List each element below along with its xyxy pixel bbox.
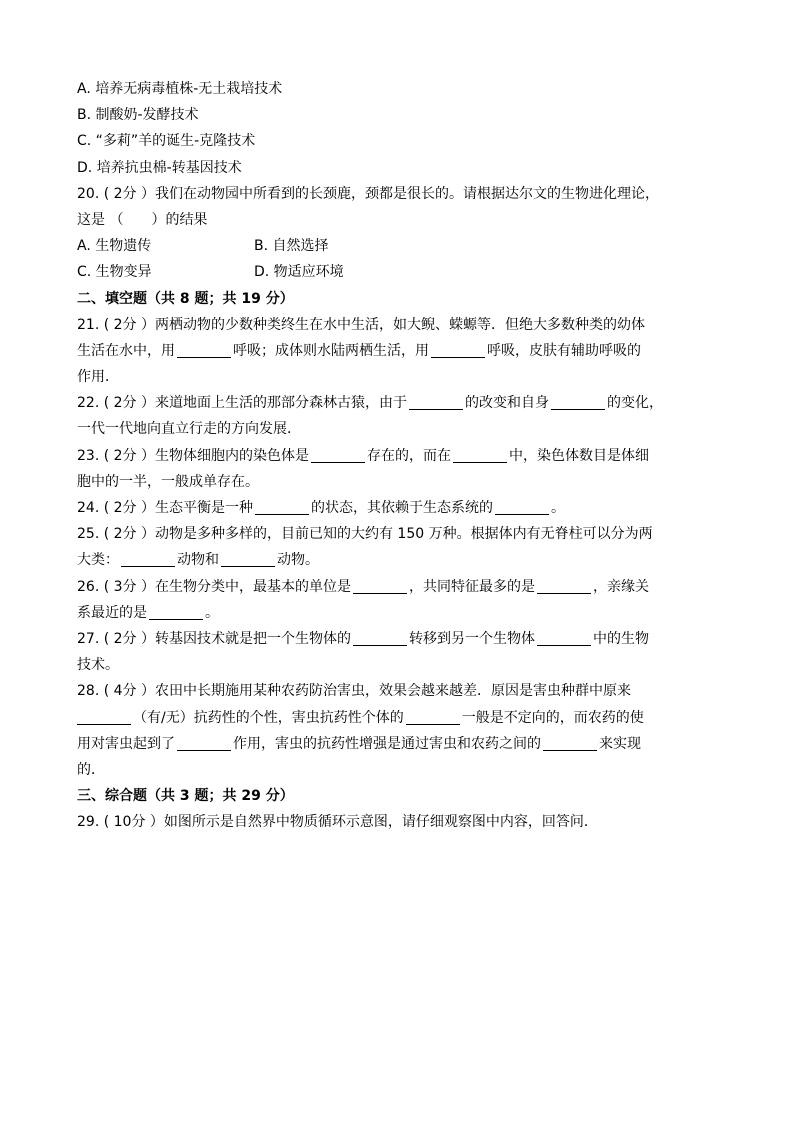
answer-blank[interactable] (543, 734, 597, 751)
answer-blank[interactable] (353, 629, 407, 646)
answer-blank[interactable] (406, 708, 460, 725)
answer-blank[interactable] (177, 734, 231, 751)
answer-blank[interactable] (537, 577, 591, 594)
question-25-line2: 大类： 动物和 动物。 (77, 552, 319, 569)
answer-blank[interactable] (77, 708, 131, 725)
question-20-options-row1 (77, 233, 722, 259)
question-29: 29. ( 10分 ）如图所示是自然界中物质循环示意图，请仔细观察图中内容，回答问． (77, 814, 598, 831)
option-b-q20: B. 自然选择 (254, 238, 329, 255)
option-d-q20: D. 物适应环境 (254, 264, 344, 281)
answer-blank[interactable] (311, 446, 365, 463)
question-27-line1: 27. ( 2分 ）转基因技术就是把一个生物体的 转移到另一个生物体 中的生物 (77, 630, 649, 647)
question-27-line2: 技术。 (77, 657, 119, 674)
question-23-line1: 23. ( 2分 ）生物体细胞内的染色体是 存在的，而在 中，染色体数目是体细 (77, 447, 649, 464)
answer-blank[interactable] (121, 550, 175, 567)
answer-blank[interactable] (409, 393, 463, 410)
question-25-line1: 25. ( 2分 ）动物是多种多样的，目前已知的大约有 150 万种。根据体内有无脊柱可以分为两 (77, 526, 653, 543)
option-c-q19: C. “多莉”羊的诞生-克隆技术 (77, 133, 256, 150)
question-26-line2: 系最近的是 。 (77, 604, 219, 621)
answer-blank[interactable] (221, 550, 275, 567)
answer-blank[interactable] (453, 446, 507, 463)
question-28-line2: （有/无）抗药性的个性，害虫抗药性个体的 一般是不定向的，而农药的使 (77, 705, 722, 731)
option-a-q19: A. 培养无病毒植株-无土栽培技术 (77, 81, 283, 97)
option-c-q20: C. 生物变异 (77, 264, 152, 281)
answer-blank[interactable] (149, 603, 203, 620)
question-20-line1: 20. ( 2分 ）我们在动物园中所看到的长颈鹿，颈都是很长的。请根据达尔文的生物进化理论， (77, 185, 659, 202)
answer-blank[interactable] (551, 393, 605, 410)
option-a-q20: A. 生物遗传 (77, 238, 152, 255)
question-21-line2: 生活在水中，用 呼吸；成体则水陆两栖生活，用 呼吸，皮肤有辅助呼吸的 (77, 342, 641, 359)
answer-blank[interactable] (255, 498, 309, 515)
section-heading-comprehensive: 三、综合题（共 3 题；共 29 分） (77, 788, 294, 805)
question-22-line2: 一代一代地向直立行走的方向发展． (77, 421, 301, 438)
question-26-line1: 26. ( 3分 ）在生物分类中，最基本的单位是 ，共同特征最多的是 ，亲缘关 (77, 578, 649, 595)
question-24: 24. ( 2分 ）生态平衡是一种 的状态，其依赖于生态系统的 。 (77, 500, 565, 516)
answer-blank[interactable] (353, 577, 407, 594)
question-28-line4: 的． (77, 761, 105, 778)
question-28-line1: 28. ( 4分 ）农田中长期施用某种农药防治害虫，效果会越来越差．原因是害虫种群中原来 (77, 683, 631, 700)
question-23-line2: 胞中的一半，一般成单存在。 (77, 473, 259, 490)
option-b-q19: B. 制酸奶-发酵技术 (77, 107, 199, 124)
exam-page (77, 76, 722, 835)
question-28-line3: 用对害虫起到了 作用，害虫的抗药性增强是通过害虫和农药之间的 来实现 (77, 735, 641, 752)
question-21-line1: 21. ( 2分 ）两栖动物的少数种类终生在水中生活，如大鲵、蝾螈等．但绝大多数种类的幼体 (77, 316, 645, 333)
option-d-q19: D. 培养抗虫棉-转基因技术 (77, 159, 242, 176)
answer-blank[interactable] (537, 629, 591, 646)
question-20-line2: 这是 （ ）的结果 (77, 211, 208, 228)
answer-blank[interactable] (495, 498, 549, 515)
answer-blank[interactable] (177, 341, 231, 358)
question-22-line1: 22. ( 2分 ）来道地面上生活的那部分森林古猿，由于 的改变和自身 的变化， (77, 395, 663, 412)
answer-blank[interactable] (431, 341, 485, 358)
question-20-options-row2 (77, 259, 722, 285)
section-heading-fill-in: 二、填空题（共 8 题；共 19 分） (77, 290, 294, 307)
question-21-line3: 作用． (77, 369, 119, 386)
